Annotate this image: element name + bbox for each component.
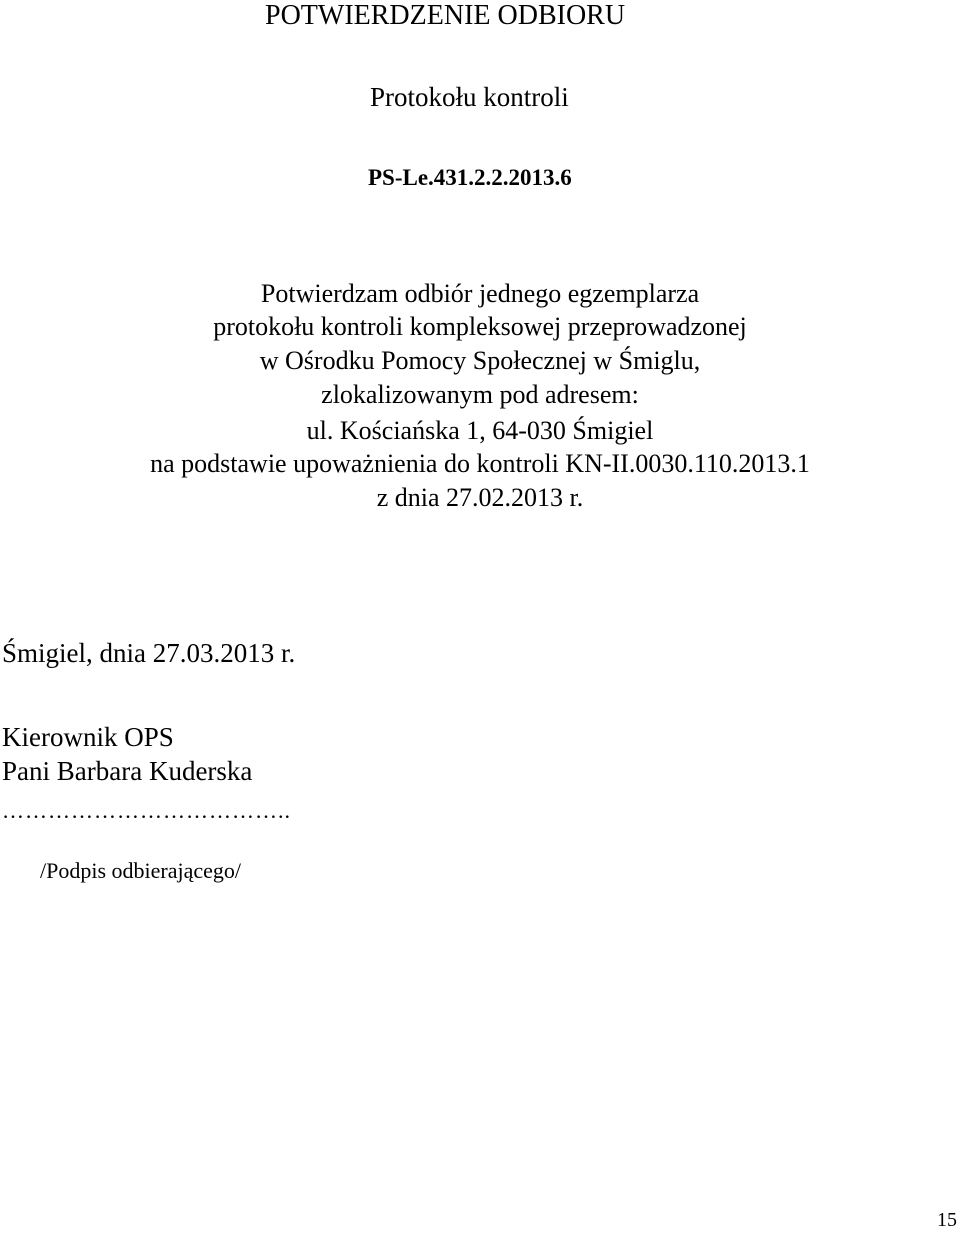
signatory-name: Pani Barbara Kuderska <box>2 756 253 786</box>
document-subtitle: Protokołu kontroli <box>370 82 569 112</box>
signatory-title: Kierownik OPS <box>2 722 174 752</box>
body-line: na podstawie upoważnienia do kontroli KN-II.0030.110.2013.1 <box>150 449 810 478</box>
page-number: 15 <box>937 1209 957 1231</box>
protocol-reference-number: PS-Le.431.2.2.2013.6 <box>368 165 572 190</box>
document-title: POTWIERDZENIE ODBIORU <box>265 0 626 31</box>
body-line: protokołu kontroli kompleksowej przeprowadzonej <box>213 312 747 341</box>
body-line: zlokalizowanym pod adresem: <box>321 380 639 409</box>
body-line: z dnia 27.02.2013 r. <box>376 483 584 512</box>
place-and-date: Śmigiel, dnia 27.03.2013 r. <box>2 638 296 668</box>
signature-line: ……………………………….. <box>2 798 291 823</box>
body-line: Potwierdzam odbiór jednego egzemplarza <box>260 279 700 308</box>
body-line: ul. Kościańska 1, 64-030 Śmigiel <box>306 416 654 445</box>
body-line: w Ośrodku Pomocy Społecznej w Śmiglu, <box>259 346 701 375</box>
signature-caption: /Podpis odbierającego/ <box>40 858 242 883</box>
